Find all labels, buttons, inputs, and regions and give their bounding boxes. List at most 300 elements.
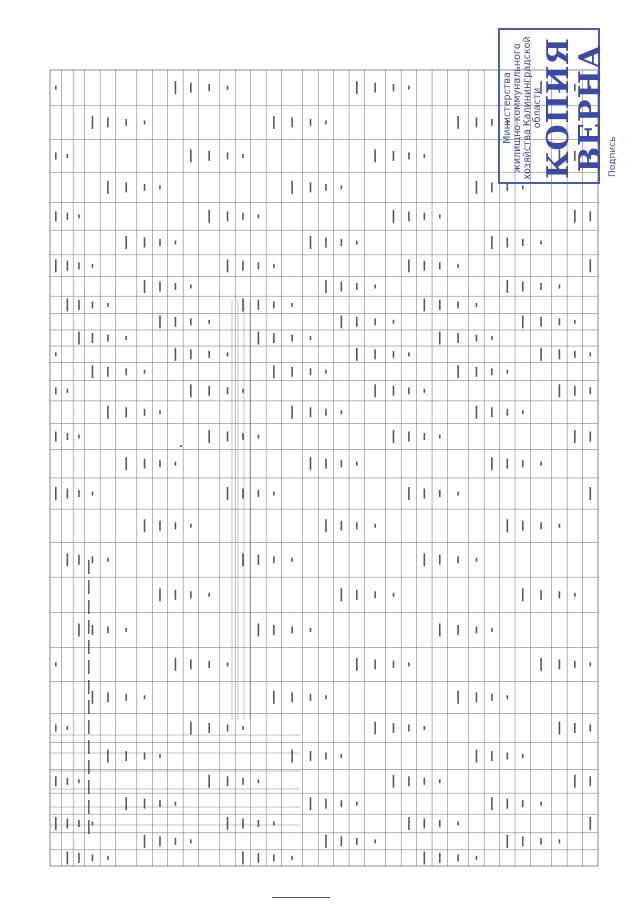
cell-text-mark — [559, 284, 561, 288]
cell-text-mark — [227, 86, 229, 90]
cell-text-mark — [310, 797, 312, 810]
cell-text-mark — [522, 836, 524, 846]
cell-text-mark — [144, 409, 146, 416]
cell-text-mark — [325, 799, 327, 809]
cell-text-mark — [424, 851, 426, 864]
cell-text-mark — [574, 351, 576, 358]
cell-text-mark — [356, 462, 358, 466]
cell-text-mark — [439, 300, 441, 310]
cell-text-mark — [67, 154, 69, 158]
cell-text-mark — [273, 264, 275, 268]
cell-text-mark — [374, 284, 376, 288]
cell-text-mark — [67, 726, 69, 730]
cell-text-mark — [227, 387, 229, 394]
cell-text-mark — [159, 521, 161, 531]
cell-text-mark — [408, 817, 410, 830]
cell-text-mark — [227, 211, 229, 221]
cell-text-mark — [208, 386, 210, 396]
cell-text-mark — [159, 836, 161, 846]
cell-text-mark — [310, 182, 312, 192]
cell-text-mark — [424, 489, 426, 499]
cell-text-mark — [374, 659, 376, 669]
cell-text-mark — [408, 725, 410, 732]
cell-text-mark — [242, 389, 244, 393]
cell-text-mark — [491, 236, 493, 249]
cell-text-mark — [227, 432, 229, 442]
scan-speck — [180, 445, 182, 447]
cell-text-mark — [242, 851, 244, 864]
cell-text-mark — [258, 332, 260, 345]
cell-text-mark — [457, 492, 459, 496]
cell-text-mark — [507, 753, 509, 760]
cell-text-mark — [159, 588, 161, 601]
cell-text-mark — [92, 333, 94, 343]
cell-text-mark — [325, 184, 327, 191]
cell-text-mark — [55, 259, 57, 272]
cell-text-mark — [439, 820, 441, 827]
cell-text-mark — [144, 799, 146, 809]
footer-rule — [272, 897, 330, 898]
cell-text-mark — [522, 185, 524, 189]
cell-text-mark — [439, 853, 441, 863]
cell-text-mark — [589, 487, 591, 500]
cell-text-mark — [190, 722, 192, 735]
cell-text-mark — [175, 317, 177, 327]
cell-text-mark — [491, 457, 493, 470]
cell-text-mark — [92, 264, 94, 268]
cell-text-mark — [273, 854, 275, 861]
cell-text-mark — [476, 303, 478, 307]
cell-text-mark — [356, 241, 358, 245]
cell-text-mark — [522, 281, 524, 291]
header-text-mark — [88, 700, 90, 714]
cell-text-mark — [491, 797, 493, 810]
cell-text-mark — [374, 83, 376, 93]
cell-text-mark — [258, 490, 260, 497]
cell-text-mark — [424, 726, 426, 730]
cell-text-mark — [574, 430, 576, 443]
cell-text-mark — [457, 625, 459, 635]
cell-text-mark — [491, 407, 493, 417]
cell-text-mark — [242, 261, 244, 271]
cell-text-mark — [291, 117, 293, 127]
cell-text-mark — [67, 389, 69, 393]
cell-text-mark — [540, 283, 542, 290]
cell-text-mark — [310, 457, 312, 470]
cell-text-mark — [291, 303, 293, 307]
cell-text-mark — [190, 659, 192, 669]
cell-text-mark — [67, 213, 69, 220]
cell-text-mark — [325, 409, 327, 416]
cell-text-mark — [325, 120, 327, 124]
cell-text-mark — [144, 120, 146, 124]
cell-text-mark — [589, 725, 591, 732]
cell-text-mark — [144, 370, 146, 374]
cell-text-mark — [258, 214, 260, 218]
cell-text-mark — [507, 835, 509, 848]
cell-text-mark — [208, 661, 210, 668]
cell-text-mark — [457, 365, 459, 378]
cell-text-mark — [356, 590, 358, 600]
cell-text-mark — [273, 691, 275, 704]
cell-text-mark — [144, 695, 146, 699]
cell-text-mark — [125, 797, 127, 810]
cell-text-mark — [325, 370, 327, 374]
cell-text-mark — [175, 241, 177, 245]
cell-text-mark — [92, 691, 94, 704]
cell-text-mark — [325, 835, 327, 848]
cell-text-mark — [227, 817, 229, 830]
cell-text-mark — [310, 694, 312, 701]
cell-text-mark — [227, 776, 229, 786]
cell-text-mark — [55, 725, 57, 732]
cell-text-mark — [476, 367, 478, 377]
cell-text-mark — [242, 553, 244, 566]
cell-text-mark — [67, 553, 69, 566]
cell-text-mark — [356, 81, 358, 94]
cell-text-mark — [559, 524, 561, 528]
cell-text-mark — [92, 492, 94, 496]
cell-text-mark — [325, 519, 327, 532]
header-text-mark — [88, 680, 90, 694]
cell-text-mark — [208, 151, 210, 161]
cell-text-mark — [457, 301, 459, 308]
cell-text-mark — [175, 283, 177, 290]
cell-text-mark — [242, 778, 244, 785]
cell-text-mark — [476, 335, 478, 342]
stamp-content — [502, 33, 618, 183]
cell-text-mark — [125, 336, 127, 340]
cell-text-mark — [107, 626, 109, 633]
cell-text-mark — [408, 152, 410, 159]
cell-text-mark — [356, 317, 358, 327]
cell-text-mark — [159, 185, 161, 189]
cell-text-mark — [208, 320, 210, 324]
cell-text-mark — [424, 298, 426, 311]
cell-text-mark — [325, 753, 327, 760]
cell-text-mark — [242, 213, 244, 220]
cell-text-mark — [273, 365, 275, 378]
cell-text-mark — [190, 284, 192, 288]
cell-text-mark — [55, 152, 57, 159]
cell-text-mark — [574, 723, 576, 733]
cell-text-mark — [507, 409, 509, 416]
cell-text-mark — [107, 367, 109, 377]
cell-text-mark — [92, 365, 94, 378]
cell-text-mark — [424, 433, 426, 440]
cell-text-mark — [589, 662, 591, 666]
cell-text-mark — [55, 432, 57, 442]
cell-text-mark — [125, 694, 127, 701]
cell-text-mark — [374, 591, 376, 598]
cell-text-mark — [190, 318, 192, 325]
cell-text-mark — [144, 753, 146, 760]
cell-text-mark — [92, 116, 94, 129]
cell-text-mark — [356, 802, 358, 806]
cell-text-mark — [457, 854, 459, 861]
cell-text-mark — [144, 184, 146, 191]
cell-text-mark — [67, 489, 69, 499]
cell-text-mark — [341, 521, 343, 531]
cell-text-mark — [408, 487, 410, 500]
cell-text-mark — [476, 856, 478, 860]
cell-text-mark — [242, 433, 244, 440]
cell-text-mark — [457, 333, 459, 343]
cell-text-mark — [424, 389, 426, 393]
cell-text-mark — [325, 238, 327, 248]
cell-text-mark — [55, 817, 57, 830]
cell-text-mark — [589, 211, 591, 221]
cell-text-mark — [55, 352, 57, 356]
cell-text-mark — [341, 754, 343, 758]
cell-text-mark — [439, 490, 441, 497]
cell-text-mark — [208, 775, 210, 788]
cell-text-mark — [92, 821, 94, 825]
cell-text-mark — [208, 84, 210, 91]
cell-text-mark — [208, 430, 210, 443]
cell-text-mark — [125, 407, 127, 417]
cell-text-mark — [408, 211, 410, 221]
cell-text-mark — [258, 300, 260, 310]
cell-text-mark — [574, 386, 576, 396]
cell-text-mark — [107, 303, 109, 307]
cell-text-mark — [291, 406, 293, 419]
cell-text-mark — [424, 154, 426, 158]
cell-text-mark — [341, 800, 343, 807]
header-text-mark — [88, 580, 90, 594]
cell-text-mark — [540, 317, 542, 327]
cell-text-mark — [491, 182, 493, 192]
cell-text-mark — [258, 262, 260, 269]
cell-text-mark — [78, 853, 80, 863]
cell-text-mark — [242, 818, 244, 828]
cell-text-mark — [559, 839, 561, 843]
cell-text-mark — [92, 854, 94, 861]
stamp-line-2: жилищно-коммунального — [512, 43, 523, 173]
cell-text-mark — [78, 332, 80, 345]
cell-text-mark — [190, 83, 192, 93]
cell-text-mark — [78, 490, 80, 497]
cell-text-mark — [507, 238, 509, 248]
cell-text-mark — [408, 86, 410, 90]
cell-text-mark — [107, 406, 109, 419]
header-text-mark — [88, 720, 90, 734]
cell-text-mark — [341, 410, 343, 414]
cell-text-mark — [522, 460, 524, 467]
cell-text-mark — [291, 367, 293, 377]
stamp-main-text: КОПИЯ ВЕРНА — [541, 37, 608, 179]
cell-text-mark — [540, 522, 542, 529]
cell-text-mark — [439, 262, 441, 269]
cell-text-mark — [67, 818, 69, 828]
cell-text-mark — [408, 352, 410, 356]
cell-text-mark — [92, 625, 94, 635]
cell-text-mark — [522, 800, 524, 807]
cell-text-mark — [107, 750, 109, 763]
cell-text-mark — [190, 149, 192, 162]
cell-text-mark — [190, 349, 192, 359]
cell-text-mark — [476, 558, 478, 562]
cell-text-mark — [393, 351, 395, 358]
cell-text-mark — [78, 262, 80, 269]
cell-text-mark — [78, 435, 80, 439]
cell-text-mark — [540, 838, 542, 845]
header-text-mark — [88, 560, 90, 574]
cell-text-mark — [507, 459, 509, 469]
cell-text-mark — [310, 628, 312, 632]
cell-text-mark — [144, 459, 146, 469]
cell-text-mark — [507, 519, 509, 532]
cell-text-mark — [589, 776, 591, 786]
cell-text-mark — [144, 835, 146, 848]
cell-text-mark — [227, 259, 229, 272]
cell-text-mark — [522, 521, 524, 531]
cell-text-mark — [393, 84, 395, 91]
cell-text-mark — [507, 184, 509, 191]
cell-text-mark — [393, 723, 395, 733]
cell-text-mark — [190, 384, 192, 397]
cell-text-mark — [310, 407, 312, 417]
cell-text-mark — [190, 524, 192, 528]
cell-text-mark — [589, 259, 591, 272]
cell-text-mark — [55, 487, 57, 500]
cell-text-mark — [107, 181, 109, 194]
cell-text-mark — [55, 86, 57, 90]
cell-text-mark — [341, 239, 343, 246]
cell-text-mark — [78, 779, 80, 783]
cell-text-mark — [291, 692, 293, 702]
cell-text-mark — [310, 236, 312, 249]
cell-text-mark — [208, 593, 210, 597]
cell-text-mark — [457, 116, 459, 129]
cell-text-mark — [273, 492, 275, 496]
cell-text-mark — [175, 838, 177, 845]
cell-text-mark — [258, 853, 260, 863]
cell-text-mark — [159, 460, 161, 467]
cell-text-mark — [356, 348, 358, 361]
header-text-mark — [88, 800, 90, 814]
cell-text-mark — [408, 776, 410, 786]
header-text-mark — [88, 620, 90, 634]
header-text-mark — [88, 640, 90, 654]
cell-text-mark — [374, 149, 376, 162]
cell-text-mark — [107, 117, 109, 127]
cell-text-mark — [242, 298, 244, 311]
cell-text-mark — [67, 851, 69, 864]
cell-text-mark — [393, 593, 395, 597]
certification-stamp — [498, 28, 618, 184]
cell-text-mark — [208, 351, 210, 358]
cell-text-mark — [522, 754, 524, 758]
cell-text-mark — [393, 151, 395, 161]
cell-text-mark — [491, 119, 493, 126]
cell-text-mark — [242, 726, 244, 730]
cell-text-mark — [273, 116, 275, 129]
cell-text-mark — [92, 301, 94, 308]
cell-text-mark — [522, 239, 524, 246]
header-text-mark — [88, 740, 90, 754]
cell-text-mark — [208, 723, 210, 733]
cell-text-mark — [507, 695, 509, 699]
cell-text-mark — [227, 487, 229, 500]
cell-text-mark — [291, 626, 293, 633]
cell-text-mark — [559, 591, 561, 598]
cell-text-mark — [559, 318, 561, 325]
cell-text-mark — [476, 750, 478, 763]
cell-text-mark — [67, 778, 69, 785]
cell-text-mark — [107, 856, 109, 860]
cell-text-mark — [67, 433, 69, 440]
cell-text-mark — [175, 81, 177, 94]
cell-text-mark — [356, 658, 358, 671]
cell-text-mark — [291, 856, 293, 860]
cell-text-mark — [159, 410, 161, 414]
cell-text-mark — [242, 154, 244, 158]
stamp-signature-label: Подпись — [608, 136, 618, 177]
cell-text-mark — [491, 694, 493, 701]
cell-text-mark — [125, 457, 127, 470]
cell-text-mark — [507, 799, 509, 809]
cell-text-mark — [175, 658, 177, 671]
cell-text-mark — [341, 836, 343, 846]
cell-text-mark — [408, 432, 410, 442]
cell-text-mark — [457, 556, 459, 563]
cell-text-mark — [457, 821, 459, 825]
cell-text-mark — [341, 315, 343, 328]
cell-text-mark — [175, 462, 177, 466]
cell-text-mark — [457, 264, 459, 268]
cell-text-mark — [258, 779, 260, 783]
cell-text-mark — [476, 181, 478, 194]
cell-text-mark — [540, 462, 542, 466]
cell-text-mark — [393, 210, 395, 223]
cell-text-mark — [589, 387, 591, 394]
cell-text-mark — [476, 626, 478, 633]
cell-text-mark — [589, 432, 591, 442]
cell-text-mark — [291, 181, 293, 194]
cell-text-mark — [424, 261, 426, 271]
header-text-mark — [88, 760, 90, 774]
cell-text-mark — [291, 335, 293, 342]
cell-text-mark — [258, 555, 260, 565]
cell-text-mark — [439, 779, 441, 783]
cell-text-mark — [92, 556, 94, 563]
cell-text-mark — [159, 281, 161, 291]
cell-text-mark — [273, 556, 275, 563]
cell-text-mark — [439, 435, 441, 439]
cell-text-mark — [291, 558, 293, 562]
header-text-mark — [88, 780, 90, 794]
cell-text-mark — [78, 300, 80, 310]
cell-text-mark — [325, 280, 327, 293]
cell-text-mark — [125, 751, 127, 761]
cell-text-mark — [522, 315, 524, 328]
cell-text-mark — [258, 435, 260, 439]
cell-text-mark — [144, 238, 146, 248]
cell-text-mark — [574, 775, 576, 788]
cell-text-mark — [107, 558, 109, 562]
stamp-line-1: Министерства — [502, 72, 513, 144]
cell-text-mark — [258, 820, 260, 827]
cell-text-mark — [559, 659, 561, 669]
cell-text-mark — [374, 524, 376, 528]
cell-text-mark — [356, 838, 358, 845]
cell-text-mark — [540, 802, 542, 806]
cell-text-mark — [374, 722, 376, 735]
cell-text-mark — [439, 555, 441, 565]
cell-text-mark — [476, 406, 478, 419]
cell-text-mark — [159, 754, 161, 758]
